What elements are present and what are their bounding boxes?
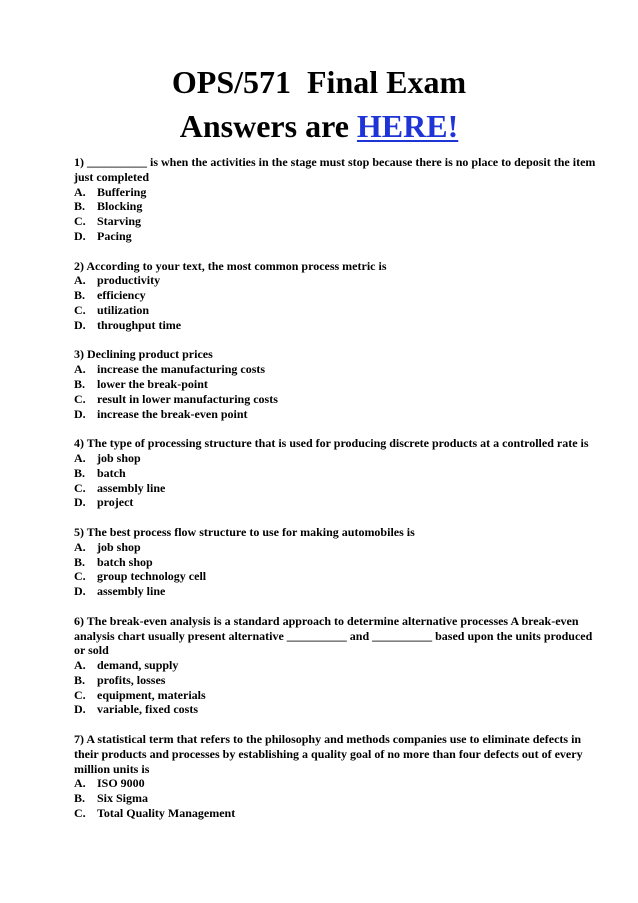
- option-text: increase the manufacturing costs: [97, 362, 266, 377]
- answer-option: [74, 229, 604, 244]
- option-text: Buffering: [97, 184, 147, 199]
- option-letter: B.: [74, 376, 86, 391]
- answer-option: [74, 466, 604, 481]
- question-4: [74, 436, 604, 510]
- answer-option: [74, 495, 604, 510]
- question-5: [74, 525, 604, 599]
- option-letter: C.: [74, 214, 86, 229]
- answer-option: [74, 288, 604, 303]
- option-letter: A.: [74, 273, 86, 288]
- option-letter: A.: [74, 362, 86, 377]
- answers-heading: [0, 106, 638, 146]
- question-3: [74, 347, 604, 421]
- option-letter: B.: [74, 672, 86, 687]
- answer-option: [74, 673, 604, 688]
- option-letter: B.: [74, 288, 86, 303]
- option-text: productivity: [97, 273, 161, 288]
- answer-option: [74, 658, 604, 673]
- exam-title: OPS/571 Final Exam: [171, 64, 467, 100]
- question-text: 6) The break-even analysis is a standard approach to determine alternative processes A break-even analysis chart usually present alternative __________ and __________ based upon the units produced or sold: [74, 613, 593, 658]
- answer-option: [74, 806, 604, 821]
- answer-option: [74, 776, 604, 791]
- option-letter: D.: [74, 317, 86, 332]
- option-text: increase the break-even point: [97, 406, 248, 421]
- option-text: equipment, materials: [97, 687, 206, 702]
- option-text: Starving: [97, 214, 142, 229]
- question-text: 1) __________ is when the activities in the stage must stop because there is no place to deposit the item just completed: [74, 155, 596, 184]
- option-letter: B.: [74, 554, 86, 569]
- answer-option: [74, 407, 604, 422]
- option-text: batch shop: [97, 554, 153, 569]
- option-letter: C.: [74, 302, 86, 317]
- option-letter: D.: [74, 495, 86, 510]
- option-text: Total Quality Management: [97, 806, 236, 821]
- option-letter: C.: [74, 480, 86, 495]
- answer-option: [74, 791, 604, 806]
- option-letter: A.: [74, 539, 86, 554]
- option-letter: D.: [74, 406, 86, 421]
- option-text: Pacing: [97, 228, 132, 243]
- option-text: assembly line: [97, 584, 166, 599]
- option-text: group technology cell: [97, 569, 207, 584]
- option-text: efficiency: [97, 288, 146, 303]
- option-letter: C.: [74, 687, 86, 702]
- answer-option: [74, 392, 604, 407]
- answer-option: [74, 555, 604, 570]
- answer-option: [74, 540, 604, 555]
- option-letter: C.: [74, 391, 86, 406]
- option-text: Six Sigma: [97, 791, 149, 806]
- question-text: 7) A statistical term that refers to the philosophy and methods companies use to eliminate defects in their products and processes by establishing a quality goal of no more than four defects out of every million units is: [74, 732, 583, 776]
- option-text: job shop: [97, 450, 141, 465]
- option-letter: C.: [74, 806, 86, 821]
- option-text: job shop: [97, 539, 141, 554]
- answers-heading-text: Answers are: [179, 108, 357, 144]
- option-text: ISO 9000: [97, 776, 145, 791]
- question-text: 2) According to your text, the most common process metric is: [74, 258, 387, 273]
- option-letter: B.: [74, 199, 86, 214]
- option-text: result in lower manufacturing costs: [97, 391, 278, 406]
- option-text: Blocking: [97, 199, 143, 214]
- option-letter: A.: [74, 776, 86, 791]
- question-7: [74, 732, 604, 821]
- option-text: utilization: [97, 302, 150, 317]
- option-text: profits, losses: [97, 672, 166, 687]
- question-2: [74, 259, 604, 333]
- option-letter: B.: [74, 791, 86, 806]
- question-text: 5) The best process flow structure to use for making automobiles is: [74, 524, 415, 539]
- answers-here-link[interactable]: HERE!: [356, 108, 459, 144]
- question-text: 3) Declining product prices: [74, 347, 213, 362]
- question-text: 4) The type of processing structure that is used for producing discrete products at a controlled rate is: [74, 436, 589, 451]
- answer-option: [74, 451, 604, 466]
- answer-option: [74, 377, 604, 392]
- option-letter: D.: [74, 584, 86, 599]
- answer-option: [74, 214, 604, 229]
- option-letter: C.: [74, 569, 86, 584]
- option-text: assembly line: [97, 480, 166, 495]
- option-letter: A.: [74, 184, 86, 199]
- question-list: [74, 155, 604, 836]
- option-text: project: [97, 495, 134, 510]
- answer-option: [74, 318, 604, 333]
- option-text: lower the break-point: [97, 376, 208, 391]
- option-text: demand, supply: [97, 658, 179, 673]
- answer-option: [74, 481, 604, 496]
- answer-option: [74, 185, 604, 200]
- answer-option: [74, 702, 604, 717]
- option-letter: A.: [74, 450, 86, 465]
- question-6: [74, 614, 604, 718]
- answer-option: [74, 569, 604, 584]
- question-1: [74, 155, 604, 244]
- answer-option: [74, 199, 604, 214]
- option-text: throughput time: [97, 317, 182, 332]
- option-letter: B.: [74, 465, 86, 480]
- option-letter: D.: [74, 228, 86, 243]
- option-letter: A.: [74, 658, 86, 673]
- answer-option: [74, 273, 604, 288]
- answer-option: [74, 362, 604, 377]
- option-letter: D.: [74, 702, 86, 717]
- answer-option: [74, 688, 604, 703]
- option-text: batch: [97, 465, 126, 480]
- answer-option: [74, 584, 604, 599]
- answer-option: [74, 303, 604, 318]
- option-text: variable, fixed costs: [97, 702, 198, 717]
